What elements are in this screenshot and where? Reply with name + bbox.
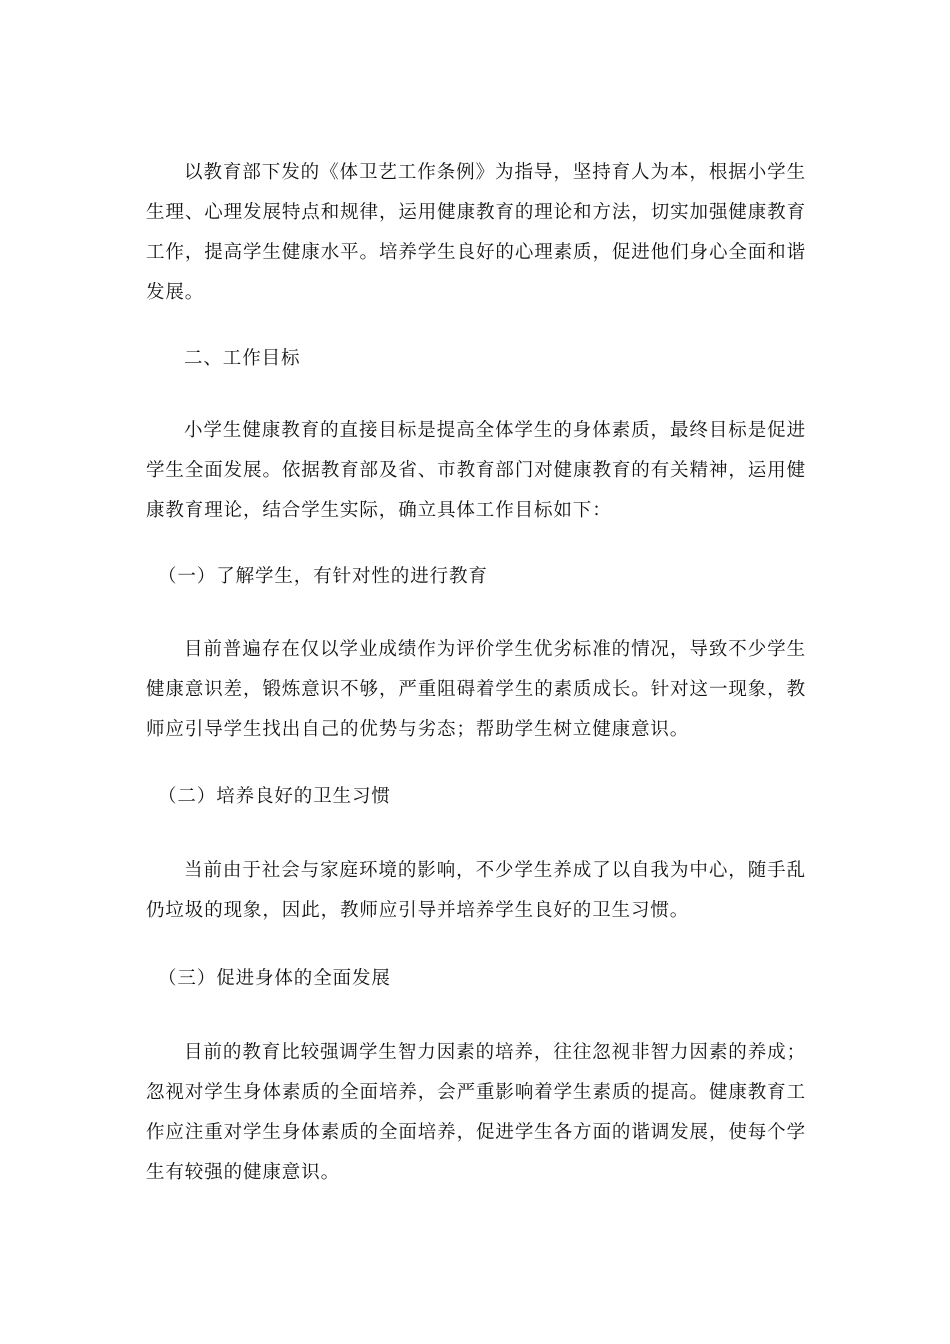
paragraph-hygiene-habits: 当前由于社会与家庭环境的影响，不少学生养成了以自我为中心，随手乱仍垃圾的现象，因此，教师应引导并培养学生良好的卫生习惯。 — [146, 860, 806, 921]
subheading-physical-development: （三）促进身体的全面发展 — [158, 968, 391, 989]
subheading-hygiene-habits: （二）培养良好的卫生习惯 — [158, 786, 391, 807]
paragraph-work-goals: 小学生健康教育的直接目标是提高全体学生的身体素质，最终目标是促进学生全面发展。依据教育部及省、市教育部门对健康教育的有关精神，运用健康教育理论，结合学生实际，确立具体工作目标如下： — [146, 420, 806, 521]
paragraph-guiding-principle: 以教育部下发的《体卫艺工作条例》为指导，坚持育人为本，根据小学生生理、心理发展特点和规律，运用健康教育的理论和方法，切实加强健康教育工作，提高学生健康水平。培养学生良好的心理素质，促进他们身心全面和谐发展。 — [146, 162, 806, 303]
paragraph-understand-students: 目前普遍存在仅以学业成绩作为评价学生优劣标准的情况，导致不少学生健康意识差，锻炼意识不够，严重阻碍着学生的素质成长。针对这一现象，教师应引导学生找出自己的优势与劣态；帮助学生树立健康意识。 — [146, 639, 806, 740]
section-heading-work-goals: 二、工作目标 — [184, 348, 301, 369]
paragraph-physical-development: 目前的教育比较强调学生智力因素的培养，往往忽视非智力因素的养成；忽视对学生身体素质的全面培养，会严重影响着学生素质的提高。健康教育工作应注重对学生身体素质的全面培养，促进学生各方面的谐调发展，使每个学生有较强的健康意识。 — [146, 1042, 806, 1183]
subheading-understand-students: （一）了解学生，有针对性的进行教育 — [158, 566, 488, 587]
